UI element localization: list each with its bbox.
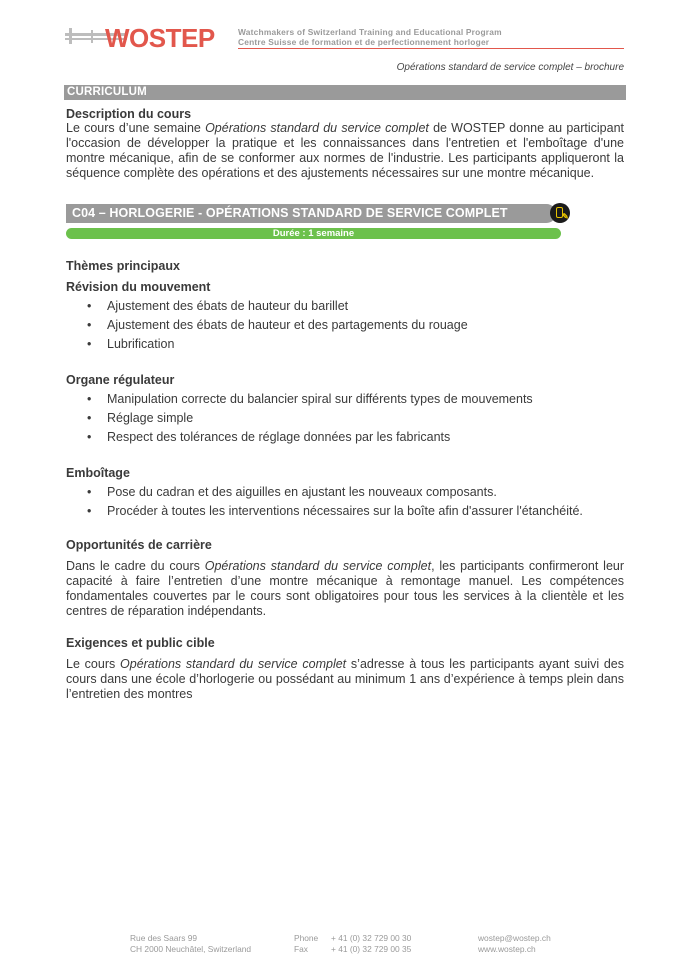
list-item: • Procéder à toutes les interventions nécessaires sur la boîte afin d'assurer l'étanchéité.	[66, 502, 636, 521]
footer-phone-label: Phone	[294, 933, 319, 943]
header-divider	[238, 48, 624, 49]
section-heading-casing: Emboîtage	[66, 466, 130, 480]
section-heading-regulator: Organe régulateur	[66, 373, 175, 387]
wostep-logo	[65, 24, 225, 50]
footer-address-line-2: CH 2000 Neuchâtel, Switzerland	[130, 943, 252, 954]
header-line-1: Watchmakers of Switzerland Training and Educational Program	[238, 27, 502, 37]
careers-paragraph: Dans le cadre du cours Opérations standard du service complet, les participants confirmeront leur capacité à faire l’entretien d’une montre mécanique à remontage manuel. Les compétences fondamentales couvertes par le cours sont obligatoires pour tous les services à la clientèle et les centres de réparation indépendants.	[66, 559, 625, 618]
list-item: • Lubrification	[66, 335, 626, 354]
list-item: • Respect des tolérances de réglage données par les fabricants	[66, 428, 626, 447]
curriculum-label: CURRICULUM	[67, 86, 147, 98]
requirements-paragraph: Le cours Opérations standard du service complet s’adresse à tous les participants ayant suivi des cours dans une école d’horlogerie ou possédant au minimum 1 ans d’expérience à temps plein dans l’entretien des montres	[66, 657, 625, 701]
section-heading-movement: Révision du mouvement	[66, 280, 211, 294]
footer-contact-labels	[294, 933, 318, 954]
footer-fax-number: + 41 (0) 32 729 00 35	[331, 943, 412, 954]
description-heading: Description du cours	[66, 107, 192, 121]
duration-bar	[66, 228, 561, 239]
list-item: • Réglage simple	[66, 409, 626, 428]
careers-heading: Opportunités de carrière	[66, 538, 212, 552]
movement-list	[66, 297, 626, 354]
footer-web-link[interactable]: www.wostep.ch	[478, 943, 536, 954]
footer-address-line-1: Rue des Saars 99	[130, 933, 198, 943]
course-title: C04 – HORLOGERIE - OPÉRATIONS STANDARD DE SERVICE COMPLET	[72, 206, 508, 220]
svg-text:WOSTEP: WOSTEP	[105, 24, 215, 50]
list-item: • Pose du cadran et des aiguilles en ajustant les nouveaux composants.	[66, 483, 636, 502]
list-item: • Ajustement des ébats de hauteur du barillet	[66, 297, 626, 316]
footer-fax-label: Fax	[294, 943, 308, 954]
course-title-banner	[66, 204, 556, 223]
header-line-2: Centre Suisse de formation et de perfectionnement horloger	[238, 37, 490, 47]
footer-phone-number: + 41 (0) 32 729 00 30	[331, 933, 412, 943]
footer-email-link[interactable]: wostep@wostep.ch	[478, 933, 551, 943]
footer-address	[130, 933, 251, 954]
regulator-list	[66, 390, 626, 447]
duration-label: Durée : 1 semaine	[272, 228, 355, 239]
list-item: • Manipulation correcte du balancier spiral sur différents types de mouvements	[66, 390, 626, 409]
description-paragraph: Le cours d’une semaine Opérations standard du service complet de WOSTEP donne au participant l'occasion de développer la pratique et les connaissances dans l'entretien et l'emboîtage d'une montre mécanique, afin de se conformer aux normes de l'industrie. Les participants appliqueront la séquence complète des opérations et des ajustements nécessaires sur une montre mécanique.	[66, 121, 624, 180]
themes-heading: Thèmes principaux	[66, 259, 180, 273]
document-subtitle: Opérations standard de service complet – brochure	[396, 62, 624, 73]
curriculum-banner	[64, 85, 626, 100]
footer-online	[478, 933, 551, 954]
casing-list	[66, 483, 636, 521]
header-organization-text	[238, 27, 502, 47]
workshop-screen-icon: ✎	[550, 203, 570, 223]
list-item: • Ajustement des ébats de hauteur et des partagements du rouage	[66, 316, 626, 335]
requirements-heading: Exigences et public cible	[66, 636, 215, 650]
footer-contact-numbers	[331, 933, 411, 954]
